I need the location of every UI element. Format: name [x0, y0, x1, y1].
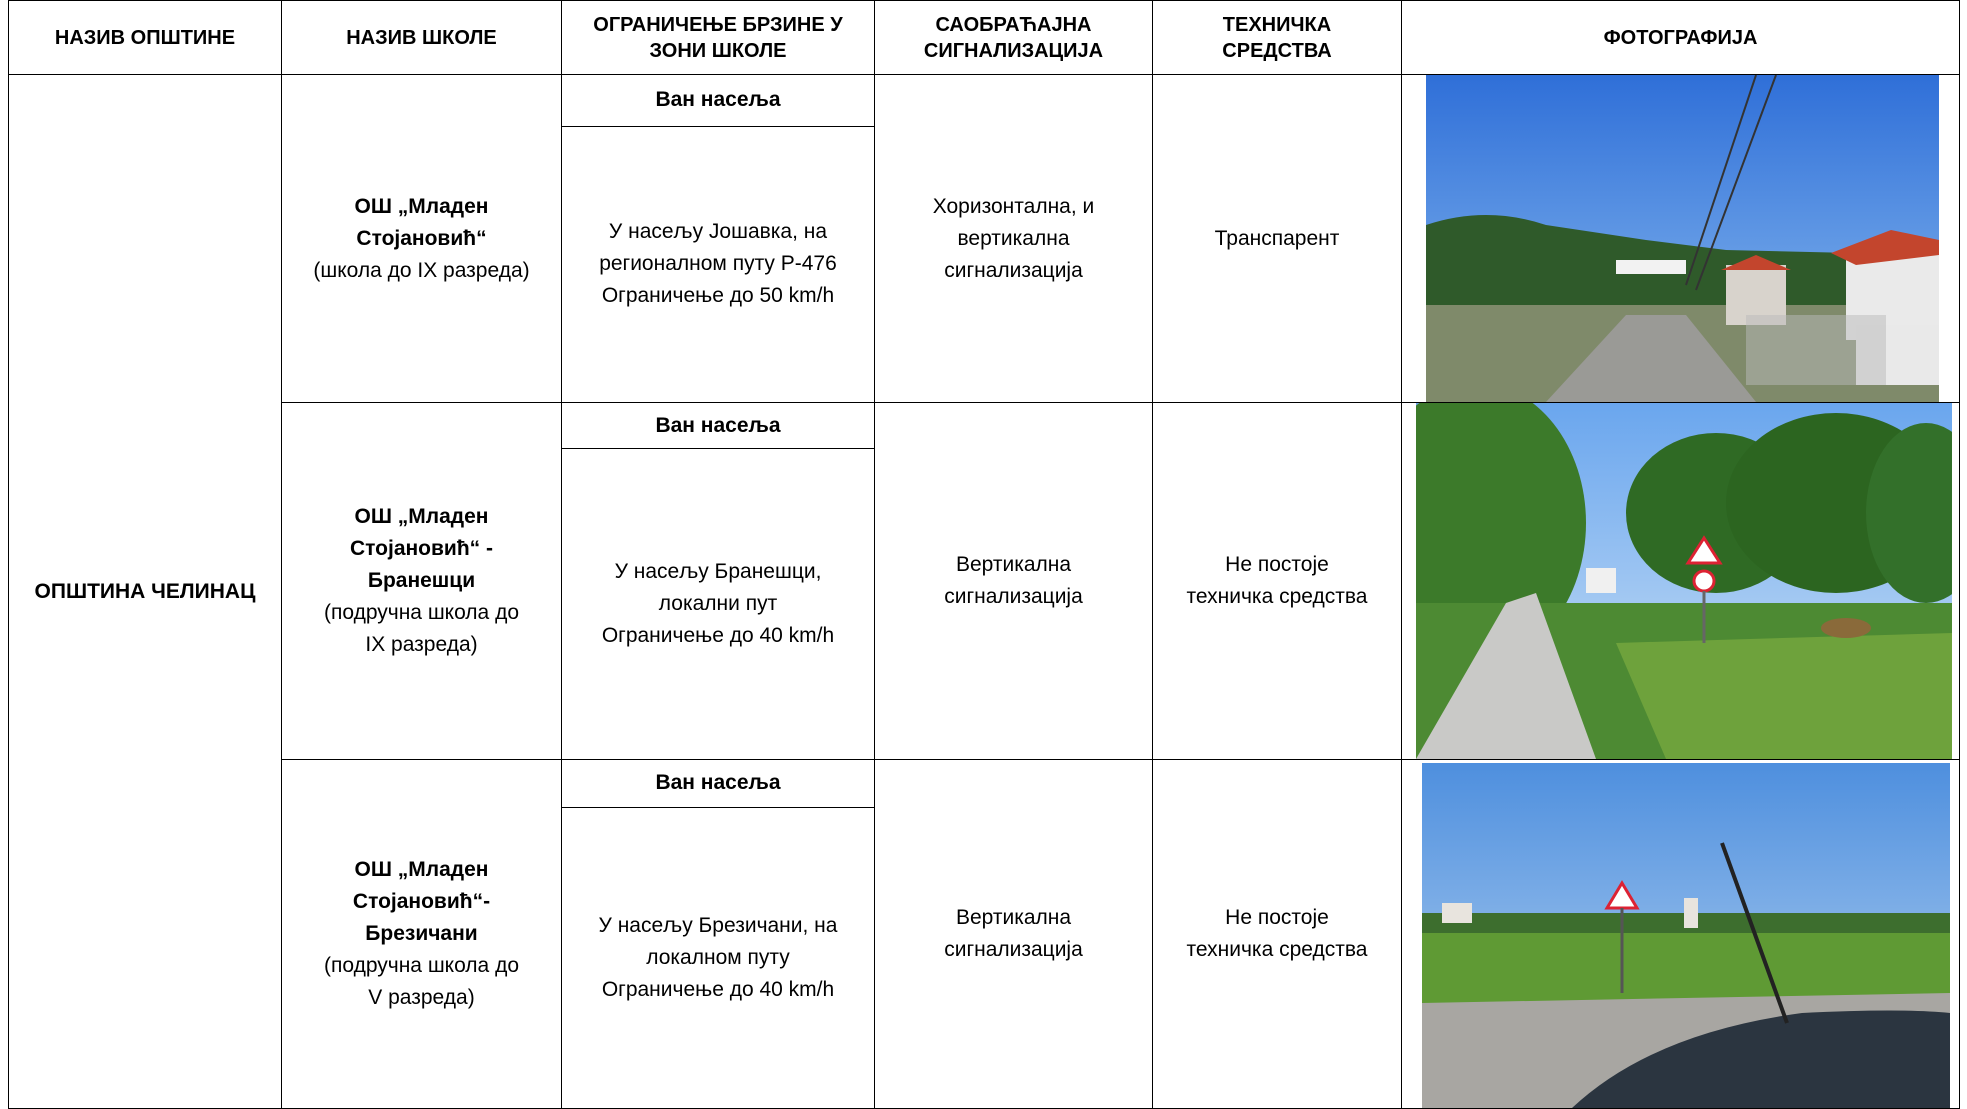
header-speed-limit: ОГРАНИЧЕЊЕ БРЗИНЕ У ЗОНИ ШКОЛЕ [562, 1, 875, 75]
header-row [9, 1, 1960, 75]
signal-text: сигнализација [944, 585, 1083, 608]
school-name-line: Стојановић“- [352, 890, 491, 913]
school-cell [282, 760, 562, 1109]
school-name [282, 854, 561, 950]
municipality-cell: ОПШТИНА ЧЕЛИНАЦ [9, 75, 282, 1109]
school-name [282, 501, 561, 597]
speed-text: У насељу Бранешци, [614, 560, 822, 584]
signal-text: Вертикална [955, 553, 1072, 576]
school-name [282, 191, 561, 255]
road-photo-icon [1426, 75, 1939, 402]
speed-text: Ограничење до 40 km/h [601, 977, 835, 1001]
school-name-line: Брезичани [365, 922, 478, 945]
technical-means-cell [1153, 403, 1402, 760]
speed-limit-cell [562, 807, 875, 1108]
signal-text: Хоризонтална, и [932, 194, 1095, 218]
school-note: (школа до IX разреда) [313, 258, 530, 282]
tech-text: техничка средства [1186, 938, 1368, 961]
school-name-line: Стојановић“ - [349, 537, 493, 560]
signal-text: вертикална [957, 226, 1070, 250]
photo-cell [1402, 75, 1960, 403]
technical-means-cell: Транспарент [1153, 75, 1402, 403]
tech-text: Не постоје [1225, 553, 1329, 576]
outside-settlement-label: Ван насеља [562, 760, 875, 808]
speed-text: Ограничење до 40 km/h [601, 624, 835, 648]
header-signalization: САОБРАЋАЈНА СИГНАЛИЗАЦИЈА [875, 1, 1153, 75]
header-technical-means: ТЕХНИЧКА СРЕДСТВА [1153, 1, 1402, 75]
speed-text: регионалном путу Р-476 [599, 252, 837, 276]
school-name-line: ОШ „Младен [354, 194, 489, 218]
school-note: (подручна школа до [323, 954, 520, 977]
table-row [9, 760, 1960, 808]
header-photo: ФОТОГРАФИЈА [1402, 1, 1960, 75]
school-cell [282, 403, 562, 760]
school-note: (подручна школа до [323, 601, 520, 624]
speed-text: локални пут [658, 592, 778, 616]
tech-text: техничка средства [1186, 585, 1368, 608]
header-school: НАЗИВ ШКОЛЕ [282, 1, 562, 75]
speed-text: Ограничење до 50 km/h [601, 284, 835, 308]
signal-text: Вертикална [955, 906, 1072, 929]
school-zone-table [8, 0, 1960, 1109]
signal-text: сигнализација [944, 258, 1083, 282]
table-row [9, 75, 1960, 127]
photo-cell [1402, 403, 1960, 760]
speed-text: У насељу Брезичани, на [598, 913, 838, 937]
signalization-cell [875, 760, 1153, 1109]
school-name-line: Стојановић“ [356, 226, 487, 250]
signalization-cell [875, 403, 1153, 760]
school-name-line: ОШ „Младен [354, 505, 489, 528]
outside-settlement-label: Ван насеља [562, 75, 875, 127]
outside-settlement-label: Ван насеља [562, 403, 875, 449]
tech-text: Не постоје [1225, 906, 1329, 929]
speed-text: У насељу Јошавка, на [608, 220, 828, 244]
signalization-cell [875, 75, 1153, 403]
speed-limit-cell [562, 449, 875, 760]
table-row [9, 403, 1960, 449]
photo-cell [1402, 760, 1960, 1109]
signal-text: сигнализација [944, 938, 1083, 961]
school-name-line: Бранешци [367, 569, 476, 592]
road-photo-icon [1422, 763, 1950, 1108]
school-note: IX разреда) [365, 633, 478, 656]
road-photo-icon [1416, 403, 1952, 759]
school-name-line: ОШ „Младен [354, 858, 489, 881]
technical-means-cell [1153, 760, 1402, 1109]
speed-text: локалном путу [646, 945, 790, 969]
school-note: V разреда) [368, 986, 475, 1009]
speed-limit-cell [562, 126, 875, 402]
header-municipality: НАЗИВ ОПШТИНЕ [9, 1, 282, 75]
school-cell [282, 75, 562, 403]
